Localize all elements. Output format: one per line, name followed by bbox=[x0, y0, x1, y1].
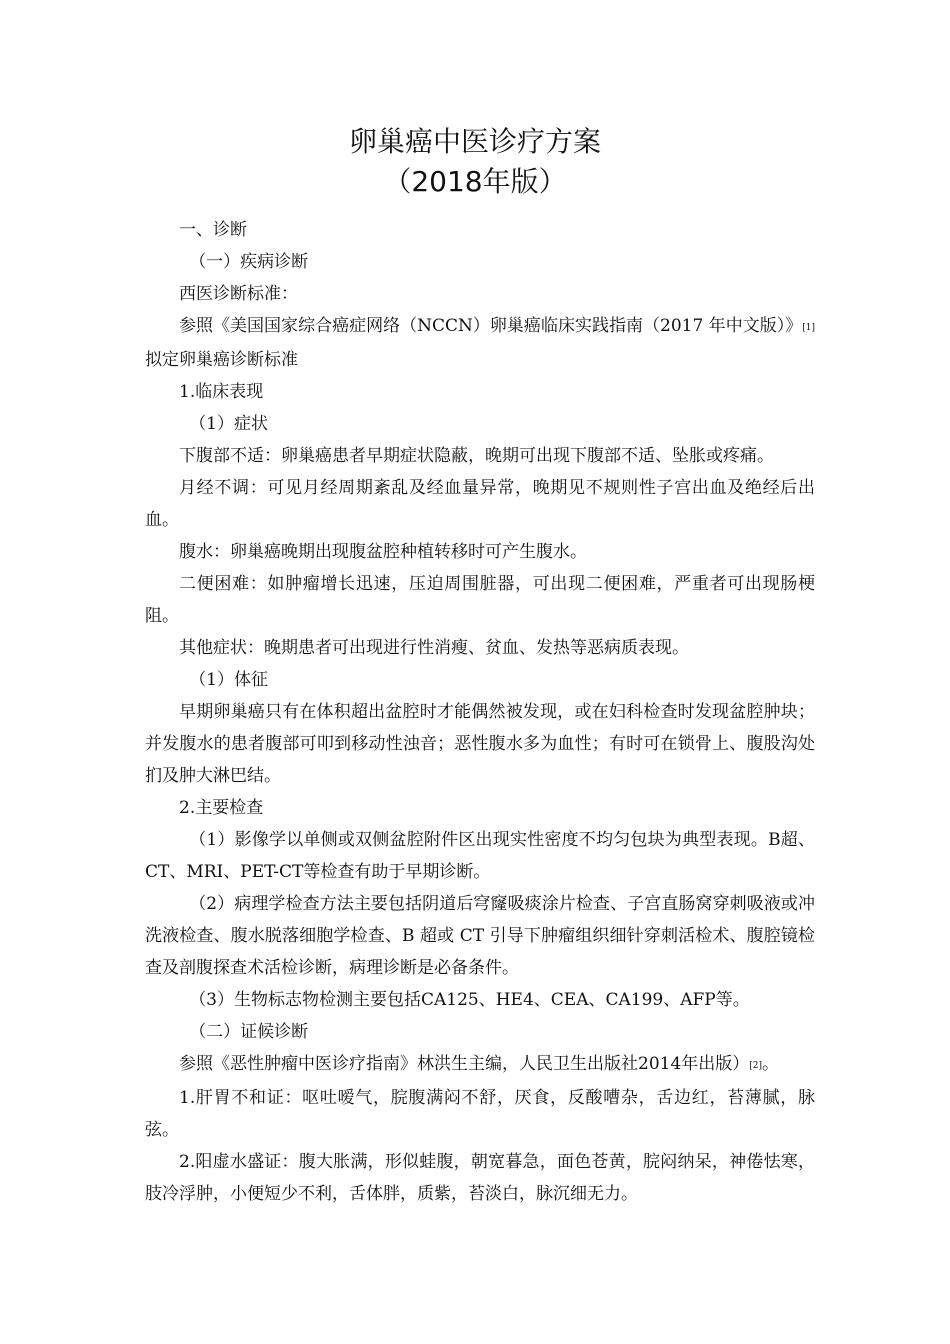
paragraph-text: 参照《恶性肿瘤中医诊疗指南》林洪生主编，人民卫生出版社2014年出版） bbox=[179, 1054, 750, 1074]
document-body bbox=[145, 214, 815, 1210]
citation-ref: [1] bbox=[802, 323, 815, 333]
paragraph: （2）病理学检查方法主要包括阴道后穹窿吸痰涂片检查、子宫直肠窝穿刺吸液或冲洗液检查、腹水脱落细胞学检查、B 超或 CT 引导下肿瘤组织细针穿刺活检术、腹腔镜检查及剖腹探查术活检诊断，病理诊断是必备条件。 bbox=[145, 894, 815, 978]
paragraph: 腹水：卵巢癌晚期出现腹盆腔种植转移时可产生腹水。 bbox=[179, 542, 587, 562]
subheading: （1）体征 bbox=[189, 670, 269, 690]
subheading: （1）症状 bbox=[189, 414, 269, 434]
subsection-heading: （二）证候诊断 bbox=[189, 1022, 309, 1042]
paragraph: 西医诊断标准： bbox=[179, 284, 298, 304]
paragraph: 2.阳虚水盛证：腹大胀满，形似蛙腹，朝宽暮急，面色苍黄，脘闷纳呆，神倦怯寒，肢冷浮肿，小便短少不利，舌体胖，质紫，苔淡白，脉沉细无力。 bbox=[145, 1152, 815, 1204]
paragraph: （1）影像学以单侧或双侧盆腔附件区出现实性密度不均匀包块为典型表现。B超、CT、MRI、PET-CT等检查有助于早期诊断。 bbox=[145, 830, 815, 882]
paragraph bbox=[145, 310, 815, 376]
document-title: 卵巢癌中医诊疗方案 bbox=[348, 125, 601, 158]
paragraph: 1.肝胃不和证：呕吐嗳气，脘腹满闷不舒，厌食，反酸嘈杂，舌边红，苔薄腻，脉弦。 bbox=[145, 1088, 815, 1140]
paragraph-text: 拟定卵巢癌诊断标准 bbox=[145, 350, 298, 370]
paragraph: 其他症状：晚期患者可出现进行性消瘦、贫血、发热等恶病质表现。 bbox=[179, 638, 689, 658]
paragraph: （3）生物标志物检测主要包括CA125、HE4、CEA、CA199、AFP等。 bbox=[189, 990, 750, 1010]
paragraph-text: 。 bbox=[762, 1054, 780, 1074]
paragraph bbox=[145, 1048, 815, 1082]
citation-ref: [2] bbox=[749, 1061, 763, 1071]
numbered-heading: 1.临床表现 bbox=[179, 382, 264, 402]
subsection-heading: （一）疾病诊断 bbox=[189, 252, 309, 272]
paragraph: 早期卵巢癌只有在体积超出盆腔时才能偶然被发现，或在妇科检查时发现盆腔肿块；并发腹水的患者腹部可叩到移动性浊音；恶性腹水多为血性；有时可在锁骨上、腹股沟处扪及肿大淋巴结。 bbox=[145, 702, 815, 786]
section-heading: 一、诊断 bbox=[179, 220, 247, 240]
paragraph: 月经不调：可见月经周期紊乱及经血量异常，晚期见不规则性子宫出血及绝经后出血。 bbox=[145, 478, 815, 530]
document-edition: （2018年版） bbox=[383, 165, 567, 198]
paragraph: 二便困难：如肿瘤增长迅速，压迫周围脏器，可出现二便困难，严重者可出现肠梗阻。 bbox=[145, 574, 815, 626]
paragraph-text: 参照《美国国家综合癌症网络（NCCN）卵巢癌临床实践指南（2017 年中文版）》 bbox=[179, 316, 803, 336]
paragraph: 下腹部不适：卵巢癌患者早期症状隐蔽，晚期可出现下腹部不适、坠胀或疼痛。 bbox=[179, 446, 774, 466]
numbered-heading: 2.主要检查 bbox=[179, 798, 264, 818]
